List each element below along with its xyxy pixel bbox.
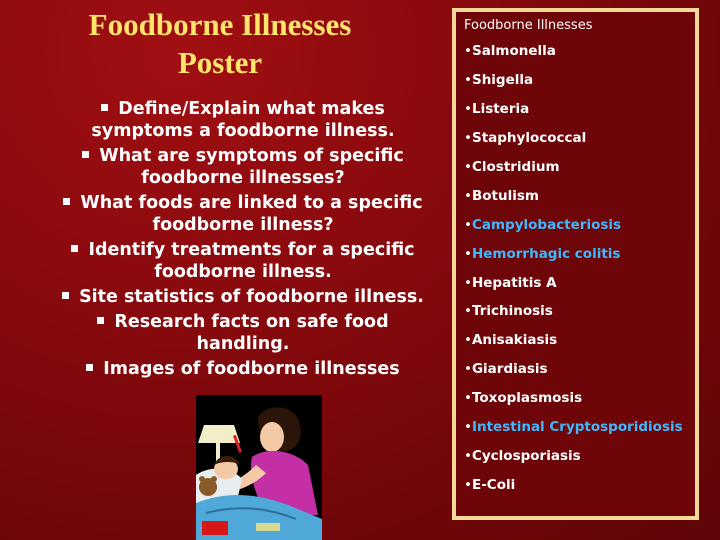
bullet-text: Define/Explain what makes symptoms a foodborne illness. bbox=[91, 99, 395, 141]
square-bullet-icon bbox=[71, 245, 78, 252]
bullet-dot-icon: • bbox=[464, 216, 472, 233]
bullet-dot-icon: • bbox=[464, 245, 472, 262]
square-bullet-icon bbox=[62, 292, 69, 299]
bullet-text: Images of foodborne illnesses bbox=[103, 359, 400, 379]
bullet-dot-icon: • bbox=[464, 390, 472, 407]
illness-label: Hepatitis A bbox=[471, 274, 557, 291]
illness-label: Clostridium bbox=[471, 158, 560, 175]
bullet-list bbox=[48, 98, 438, 383]
bullet-dot-icon: • bbox=[464, 332, 472, 349]
illness-label: Anisakiasis bbox=[471, 332, 558, 349]
bullet-item bbox=[48, 145, 438, 189]
illness-item bbox=[464, 390, 695, 406]
illness-item bbox=[464, 130, 695, 146]
illness-label: Salmonella bbox=[471, 43, 556, 59]
bullet-item bbox=[48, 286, 438, 308]
illness-label: Cyclosporiasis bbox=[471, 448, 581, 465]
illness-item bbox=[464, 159, 695, 175]
illness-label[interactable]: Campylobacteriosis bbox=[471, 216, 622, 233]
square-bullet-icon bbox=[63, 198, 70, 205]
illness-link-campylobacteriosis[interactable] bbox=[464, 217, 695, 233]
illness-list-panel bbox=[452, 8, 699, 520]
illness-label: Toxoplasmosis bbox=[471, 390, 583, 407]
illness-item bbox=[464, 43, 695, 59]
illness-label: Staphylococcal bbox=[471, 129, 587, 146]
illness-item bbox=[464, 448, 695, 464]
bullet-dot-icon: • bbox=[464, 158, 472, 175]
bullet-text: What are symptoms of specific foodborne illnesses? bbox=[99, 146, 404, 188]
square-bullet-icon bbox=[82, 151, 89, 158]
illness-item bbox=[464, 275, 695, 291]
illness-label[interactable]: Intestinal Cryptosporidiosis bbox=[471, 419, 683, 436]
sick-child-clipart bbox=[196, 395, 322, 540]
bullet-dot-icon: • bbox=[464, 477, 472, 494]
bullet-item bbox=[48, 192, 438, 236]
illness-label: Trichinosis bbox=[471, 303, 553, 320]
slide-title-line-1: Foodborne Illnesses bbox=[88, 7, 352, 42]
bullet-dot-icon: • bbox=[464, 71, 472, 88]
square-bullet-icon bbox=[101, 104, 108, 111]
bullet-item bbox=[48, 311, 438, 355]
bullet-item bbox=[48, 358, 438, 380]
bullet-text: Research facts on safe food handling. bbox=[114, 312, 389, 354]
bullet-dot-icon: • bbox=[464, 361, 472, 378]
illness-item bbox=[464, 188, 695, 204]
illness-item bbox=[464, 477, 695, 493]
bullet-item bbox=[48, 239, 438, 283]
bullet-dot-icon: • bbox=[464, 274, 472, 291]
bullet-text: Identify treatments for a specific foodborne illness. bbox=[88, 240, 415, 282]
illness-list bbox=[464, 43, 695, 493]
illness-label[interactable]: Hemorrhagic colitis bbox=[471, 245, 621, 262]
bullet-dot-icon: • bbox=[464, 448, 472, 465]
illness-label: Botulism bbox=[471, 187, 539, 204]
bullet-dot-icon: • bbox=[464, 43, 472, 59]
panel-title: Foodborne Illnesses bbox=[464, 18, 593, 33]
bullet-text: Site statistics of foodborne illness. bbox=[79, 287, 424, 307]
square-bullet-icon bbox=[97, 317, 104, 324]
bullet-item bbox=[48, 98, 438, 142]
bullet-dot-icon: • bbox=[464, 419, 472, 436]
illness-link-hemorrhagic-colitis[interactable] bbox=[464, 246, 695, 262]
bullet-text: What foods are linked to a specific foodborne illness? bbox=[80, 193, 423, 235]
square-bullet-icon bbox=[86, 364, 93, 371]
illness-item bbox=[464, 361, 695, 377]
slide-title-line-2: Poster bbox=[177, 45, 263, 80]
bullet-dot-icon: • bbox=[464, 303, 472, 320]
illness-item bbox=[464, 303, 695, 319]
illness-link-intestinal-cryptosporidiosis[interactable] bbox=[464, 419, 695, 435]
bullet-dot-icon: • bbox=[464, 100, 472, 117]
illness-item bbox=[464, 72, 695, 88]
illness-item bbox=[464, 101, 695, 117]
illness-label: Shigella bbox=[471, 71, 534, 88]
bullet-dot-icon: • bbox=[464, 187, 472, 204]
bullet-dot-icon: • bbox=[464, 129, 472, 146]
illness-label: Listeria bbox=[471, 100, 530, 117]
slide-title bbox=[40, 6, 400, 82]
illness-label: Giardiasis bbox=[471, 361, 548, 378]
illness-label: E-Coli bbox=[471, 477, 516, 494]
illness-item bbox=[464, 332, 695, 348]
